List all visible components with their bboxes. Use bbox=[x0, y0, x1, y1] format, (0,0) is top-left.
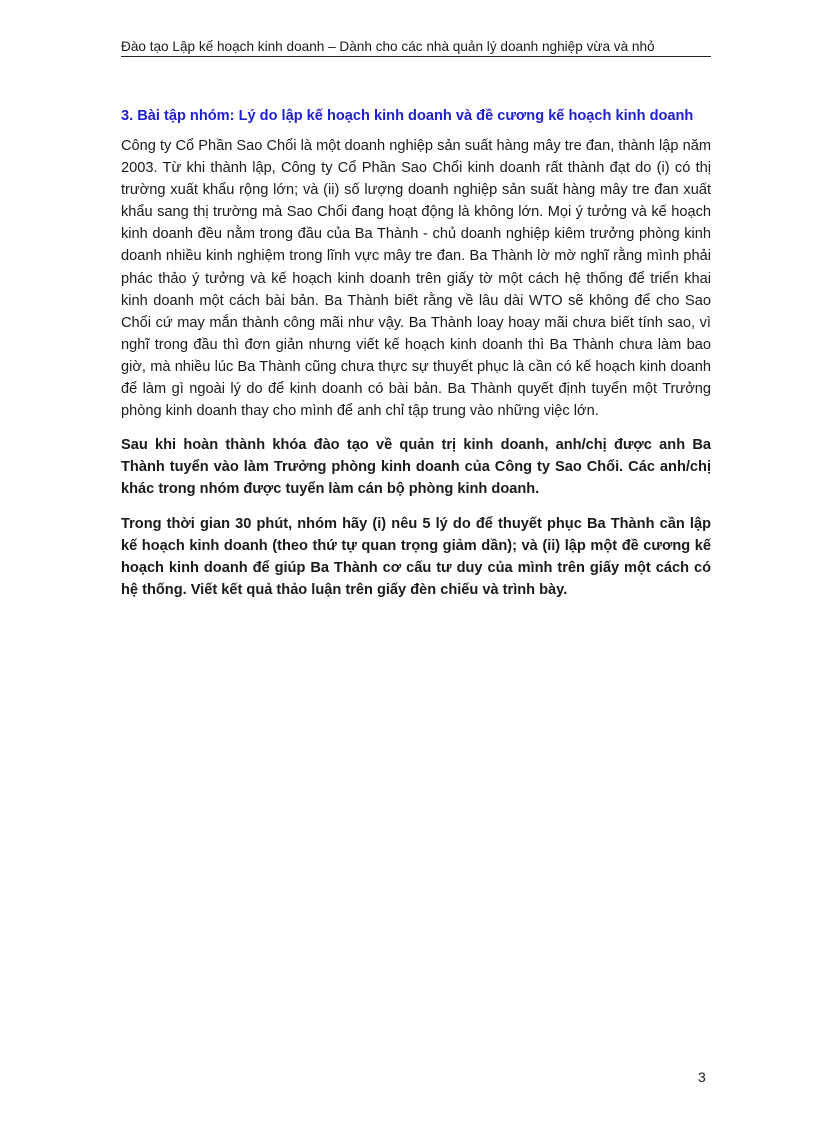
page-number: 3 bbox=[698, 1069, 706, 1085]
role-assignment-paragraph: Sau khi hoàn thành khóa đào tạo về quản trị kinh doanh, anh/chị được anh Ba Thành tuyển vào làm Trưởng phòng kinh doanh của Công ty Sao Chổi. Các anh/chị khác trong nhóm được tuyển làm cán bộ phòng kinh doanh. bbox=[121, 437, 711, 498]
case-description-paragraph: Công ty Cổ Phần Sao Chổi là một doanh nghiệp sản suất hàng mây tre đan, thành lập năm 2003. Từ khi thành lập, Công ty Cổ Phần Sao Chổi kinh doanh rất thành đạt do (i) có thị trường xuất khẩu rộng lớn; và (ii) số lượng doanh nghiệp sản suất hàng mây tre đan xuất khẩu sang thị trường mà Sao Chổi đang hoạt động là không lớn. Mọi ý tưởng và kế hoạch kinh doanh đều nằm trong đầu của Ba Thành - chủ doanh nghiệp kiêm trưởng phòng kinh doanh nhiều kinh nghiệm trong lĩnh vực mây tre đan. Ba Thành lờ mờ nghĩ rằng mình phải phác thảo ý tưởng và kế hoạch kinh doanh trên giấy tờ một cách hệ thống để triển khai kinh doanh một cách bài bản. Ba Thành biết rằng về lâu dài WTO sẽ không để cho Sao Chổi cứ may mắn thành công mãi như vậy. Ba Thành loay hoay mãi chưa biết tính sao, vì nghĩ trong đầu thì đơn giản nhưng viết kế hoạch kinh doanh thì Ba Thành chưa làm bao giờ, mà nhiều lúc Ba Thành cũng chưa thực sự thuyết phục là cần có kế hoạch kinh doanh để làm gì ngoài lý do để kinh doanh có bài bản. Ba Thành quyết định tuyển một Trưởng phòng kinh doanh thay cho mình để anh chỉ tập trung vào những việc lớn. bbox=[121, 138, 711, 420]
task-instruction-paragraph: Trong thời gian 30 phút, nhóm hãy (i) nêu 5 lý do để thuyết phục Ba Thành cần lập kế hoạch kinh doanh (theo thứ tự quan trọng giảm dần); và (ii) lập một đề cương kế hoạch kinh doanh để giúp Ba Thành cơ cấu tư duy của mình trên giấy một cách có hệ thống. Viết kết quả thảo luận trên giấy đèn chiếu và trình bày. bbox=[121, 515, 711, 598]
running-header: Đào tạo Lập kế hoạch kinh doanh – Dành cho các nhà quản lý doanh nghiệp vừa và nhỏ bbox=[121, 38, 711, 57]
section-title: 3. Bài tập nhóm: Lý do lập kế hoạch kinh doanh và đề cương kế hoạch kinh doanh bbox=[121, 108, 694, 124]
page-content bbox=[121, 106, 711, 613]
